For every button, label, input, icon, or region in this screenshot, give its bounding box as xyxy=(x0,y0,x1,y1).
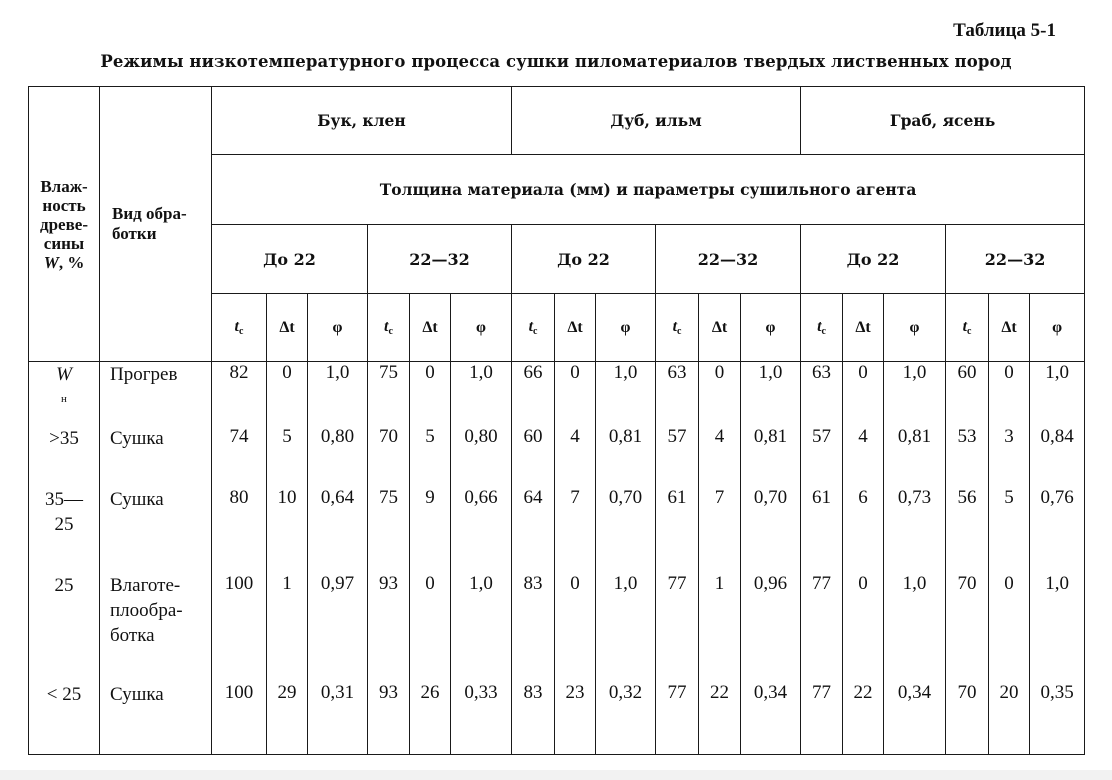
param-header-phi: φ xyxy=(451,294,512,362)
param-header-delta-t: Δt xyxy=(555,294,596,362)
value-cell-phi: 1,0 xyxy=(451,362,512,426)
value-cell-phi: 0,76 xyxy=(1030,487,1085,573)
value-cell-temperature: 61 xyxy=(656,487,699,573)
table-row xyxy=(29,573,1085,682)
group-header-oak-elm: Дуб, ильм xyxy=(512,87,801,155)
treatment-value: плообра- xyxy=(110,599,183,621)
param-t-symbol: t xyxy=(384,318,389,335)
param-header-temperature xyxy=(946,294,989,362)
moisture-value xyxy=(29,362,99,412)
value-cell-phi: 0,70 xyxy=(741,487,801,573)
moisture-value: 35— xyxy=(45,488,83,510)
value-cell-phi: 0,64 xyxy=(308,487,368,573)
value-cell-phi: 1,0 xyxy=(596,573,656,682)
thickness-range-header: 22—32 xyxy=(946,225,1085,294)
value-cell-phi: 0,84 xyxy=(1030,426,1085,487)
value-cell-temperature: 57 xyxy=(801,426,843,487)
moisture-header-line: ность xyxy=(42,195,86,215)
value-cell-temperature: 100 xyxy=(212,573,267,682)
value-cell-delta-t: 0 xyxy=(410,573,451,682)
value-cell-temperature: 77 xyxy=(801,573,843,682)
thickness-range-header: 22—32 xyxy=(656,225,801,294)
param-header-temperature xyxy=(656,294,699,362)
moisture-symbol: W xyxy=(56,364,72,385)
moisture-value: >35 xyxy=(49,427,79,449)
value-cell-phi: 1,0 xyxy=(884,362,946,426)
value-cell-phi: 1,0 xyxy=(884,573,946,682)
value-cell-delta-t: 4 xyxy=(555,426,596,487)
value-cell-delta-t: 3 xyxy=(989,426,1030,487)
value-cell-delta-t: 4 xyxy=(699,426,741,487)
value-cell-delta-t: 7 xyxy=(555,487,596,573)
value-cell-temperature: 56 xyxy=(946,487,989,573)
moisture-unit: , % xyxy=(58,252,85,272)
table-row xyxy=(29,362,1085,426)
param-header-temperature xyxy=(368,294,410,362)
treatment-value: Сушка xyxy=(110,488,164,510)
value-cell-phi: 0,73 xyxy=(884,487,946,573)
value-cell-temperature: 83 xyxy=(512,682,555,755)
table-title: Режимы низкотемпературного процесса сушки пиломатериалов твердых лиственных пород xyxy=(100,52,1012,71)
group-header-hornbeam-ash: Граб, ясень xyxy=(801,87,1085,155)
value-cell-phi: 0,35 xyxy=(1030,682,1085,755)
value-cell-phi: 0,81 xyxy=(596,426,656,487)
value-cell-phi: 1,0 xyxy=(1030,573,1085,682)
value-cell-phi: 0,81 xyxy=(884,426,946,487)
treatment-cell xyxy=(100,487,212,573)
param-header-phi: φ xyxy=(308,294,368,362)
value-cell-delta-t: 0 xyxy=(267,362,308,426)
value-cell-temperature: 93 xyxy=(368,682,410,755)
value-cell-delta-t: 5 xyxy=(267,426,308,487)
value-cell-delta-t: 0 xyxy=(699,362,741,426)
param-t-subscript: с xyxy=(967,326,972,337)
value-cell-phi: 0,32 xyxy=(596,682,656,755)
treatment-header-line: Вид обра- xyxy=(112,204,187,223)
value-cell-delta-t: 29 xyxy=(267,682,308,755)
table-number: Таблица 5-1 xyxy=(953,20,1056,41)
value-cell-temperature: 60 xyxy=(946,362,989,426)
param-header-phi: φ xyxy=(741,294,801,362)
value-cell-temperature: 83 xyxy=(512,573,555,682)
value-cell-delta-t: 7 xyxy=(699,487,741,573)
value-cell-delta-t: 20 xyxy=(989,682,1030,755)
treatment-cell xyxy=(100,362,212,426)
value-cell-temperature: 63 xyxy=(656,362,699,426)
param-header-delta-t: Δt xyxy=(410,294,451,362)
param-header-temperature xyxy=(801,294,843,362)
value-cell-temperature: 63 xyxy=(801,362,843,426)
value-cell-temperature: 53 xyxy=(946,426,989,487)
treatment-cell xyxy=(100,573,212,682)
value-cell-temperature: 100 xyxy=(212,682,267,755)
value-cell-delta-t: 1 xyxy=(699,573,741,682)
treatment-header-line: ботки xyxy=(112,224,157,243)
moisture-subscript: н xyxy=(61,393,67,405)
moisture-header xyxy=(29,87,100,362)
value-cell-temperature: 93 xyxy=(368,573,410,682)
drying-modes-table xyxy=(28,86,1085,755)
moisture-cell xyxy=(29,426,100,487)
treatment-value: Прогрев xyxy=(110,364,178,385)
value-cell-temperature: 77 xyxy=(801,682,843,755)
value-cell-temperature: 57 xyxy=(656,426,699,487)
value-cell-delta-t: 6 xyxy=(843,487,884,573)
param-t-symbol: t xyxy=(234,318,239,335)
moisture-cell xyxy=(29,487,100,573)
moisture-symbol: W xyxy=(43,252,59,272)
moisture-header-line: Влаж- xyxy=(40,176,88,196)
value-cell-phi: 0,96 xyxy=(741,573,801,682)
value-cell-temperature: 75 xyxy=(368,487,410,573)
value-cell-phi: 1,0 xyxy=(596,362,656,426)
thickness-range-header: До 22 xyxy=(512,225,656,294)
treatment-header xyxy=(100,87,212,362)
thickness-range-header: До 22 xyxy=(212,225,368,294)
param-header-phi: φ xyxy=(596,294,656,362)
value-cell-temperature: 77 xyxy=(656,682,699,755)
value-cell-phi: 1,0 xyxy=(741,362,801,426)
value-cell-delta-t: 5 xyxy=(989,487,1030,573)
moisture-value: < 25 xyxy=(46,683,82,705)
param-t-subscript: с xyxy=(821,326,826,337)
param-header-phi: φ xyxy=(884,294,946,362)
param-t-subscript: с xyxy=(388,326,393,337)
param-header-delta-t: Δt xyxy=(989,294,1030,362)
param-t-subscript: с xyxy=(677,326,682,337)
value-cell-temperature: 66 xyxy=(512,362,555,426)
table-row xyxy=(29,426,1085,487)
value-cell-delta-t: 0 xyxy=(555,573,596,682)
value-cell-delta-t: 0 xyxy=(555,362,596,426)
value-cell-delta-t: 4 xyxy=(843,426,884,487)
value-cell-delta-t: 9 xyxy=(410,487,451,573)
value-cell-phi: 0,81 xyxy=(741,426,801,487)
value-cell-phi: 0,97 xyxy=(308,573,368,682)
treatment-value: ботка xyxy=(110,624,155,646)
moisture-cell xyxy=(29,682,100,755)
value-cell-delta-t: 0 xyxy=(843,362,884,426)
treatment-value: Сушка xyxy=(110,427,164,449)
moisture-header-line: древе- xyxy=(40,214,88,234)
moisture-header-line: сины xyxy=(43,233,85,253)
param-header-temperature xyxy=(512,294,555,362)
param-t-symbol: t xyxy=(962,318,968,335)
value-cell-temperature: 60 xyxy=(512,426,555,487)
param-header-delta-t: Δt xyxy=(267,294,308,362)
value-cell-phi: 0,31 xyxy=(308,682,368,755)
thickness-range-header: До 22 xyxy=(801,225,946,294)
treatment-value: Влаготе- xyxy=(110,574,181,596)
value-cell-delta-t: 0 xyxy=(989,362,1030,426)
treatment-value: Сушка xyxy=(110,683,164,705)
param-header-temperature xyxy=(212,294,267,362)
value-cell-delta-t: 0 xyxy=(989,573,1030,682)
param-t-subscript: с xyxy=(239,326,244,337)
thickness-range-header: 22—32 xyxy=(368,225,512,294)
value-cell-delta-t: 10 xyxy=(267,487,308,573)
value-cell-temperature: 82 xyxy=(212,362,267,426)
value-cell-phi: 1,0 xyxy=(451,573,512,682)
value-cell-delta-t: 1 xyxy=(267,573,308,682)
param-t-subscript: с xyxy=(533,326,538,337)
param-header-phi: φ xyxy=(1030,294,1085,362)
value-cell-phi: 1,0 xyxy=(308,362,368,426)
group-header-beech-maple: Бук, клен xyxy=(212,87,512,155)
value-cell-phi: 0,66 xyxy=(451,487,512,573)
value-cell-phi: 0,34 xyxy=(884,682,946,755)
value-cell-delta-t: 26 xyxy=(410,682,451,755)
param-t-symbol: t xyxy=(672,318,678,335)
value-cell-phi: 0,80 xyxy=(308,426,368,487)
value-cell-delta-t: 22 xyxy=(843,682,884,755)
value-cell-temperature: 70 xyxy=(368,426,410,487)
treatment-cell xyxy=(100,426,212,487)
value-cell-temperature: 70 xyxy=(946,573,989,682)
value-cell-temperature: 77 xyxy=(656,573,699,682)
param-header-delta-t: Δt xyxy=(843,294,884,362)
value-cell-temperature: 70 xyxy=(946,682,989,755)
page-bottom-edge xyxy=(0,770,1112,780)
moisture-value: 25 xyxy=(54,513,74,535)
value-cell-phi: 0,70 xyxy=(596,487,656,573)
value-cell-phi: 1,0 xyxy=(1030,362,1085,426)
value-cell-temperature: 74 xyxy=(212,426,267,487)
treatment-cell xyxy=(100,682,212,755)
value-cell-temperature: 61 xyxy=(801,487,843,573)
value-cell-delta-t: 0 xyxy=(410,362,451,426)
value-cell-temperature: 64 xyxy=(512,487,555,573)
value-cell-delta-t: 22 xyxy=(699,682,741,755)
param-t-symbol: t xyxy=(528,318,534,335)
moisture-cell xyxy=(29,573,100,682)
moisture-cell xyxy=(29,362,100,426)
value-cell-phi: 0,33 xyxy=(451,682,512,755)
table-row xyxy=(29,682,1085,755)
thickness-caption: Толщина материала (мм) и параметры сушильного агента xyxy=(212,155,1085,225)
value-cell-delta-t: 5 xyxy=(410,426,451,487)
value-cell-temperature: 80 xyxy=(212,487,267,573)
moisture-value: 25 xyxy=(54,574,74,596)
param-header-delta-t: Δt xyxy=(699,294,741,362)
value-cell-phi: 0,80 xyxy=(451,426,512,487)
param-t-symbol: t xyxy=(817,318,822,335)
value-cell-delta-t: 23 xyxy=(555,682,596,755)
value-cell-phi: 0,34 xyxy=(741,682,801,755)
table-row xyxy=(29,487,1085,573)
value-cell-temperature: 75 xyxy=(368,362,410,426)
value-cell-delta-t: 0 xyxy=(843,573,884,682)
